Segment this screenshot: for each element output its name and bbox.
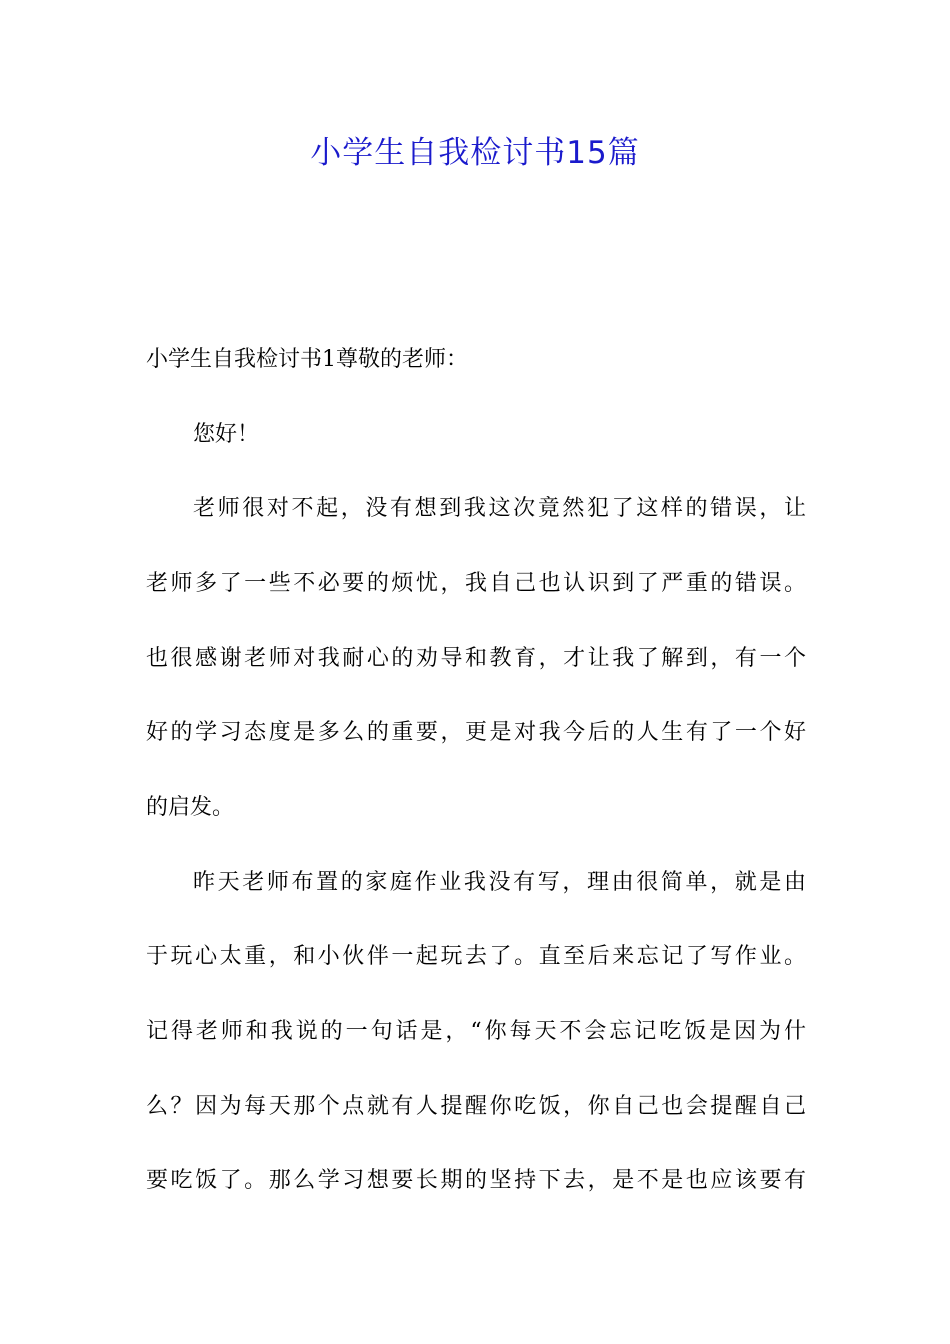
text-line: 的启发。 [146,795,235,820]
text-line-salutation: 小学生自我检讨书1尊敬的老师： [146,347,468,372]
text-line: 也很感谢老师对我耐心的劝导和教育，才让我了解到，有一个 [146,646,806,671]
text-line-greeting: 您好！ [193,422,260,447]
text-line: 老师很对不起，没有想到我这次竟然犯了这样的错误，让 [193,496,806,521]
text-line: 要吃饭了。那么学习想要长期的坚持下去，是不是也应该要有 [146,1168,806,1193]
text-line: 好的学习态度是多么的重要，更是对我今后的人生有了一个好 [146,720,806,745]
text-line: 昨天老师布置的家庭作业我没有写，理由很简单，就是由 [193,870,806,895]
text-line: 么？因为每天那个点就有人提醒你吃饭，你自己也会提醒自己 [146,1094,806,1119]
text-line: 记得老师和我说的一句话是，“你每天不会忘记吃饭是因为什 [146,1019,806,1044]
text-line: 老师多了一些不必要的烦忧，我自己也认识到了严重的错误。 [146,571,806,596]
document-title: 小学生自我检讨书15篇 [310,135,640,171]
text-line: 于玩心太重，和小伙伴一起玩去了。直至后来忘记了写作业。 [146,944,806,969]
